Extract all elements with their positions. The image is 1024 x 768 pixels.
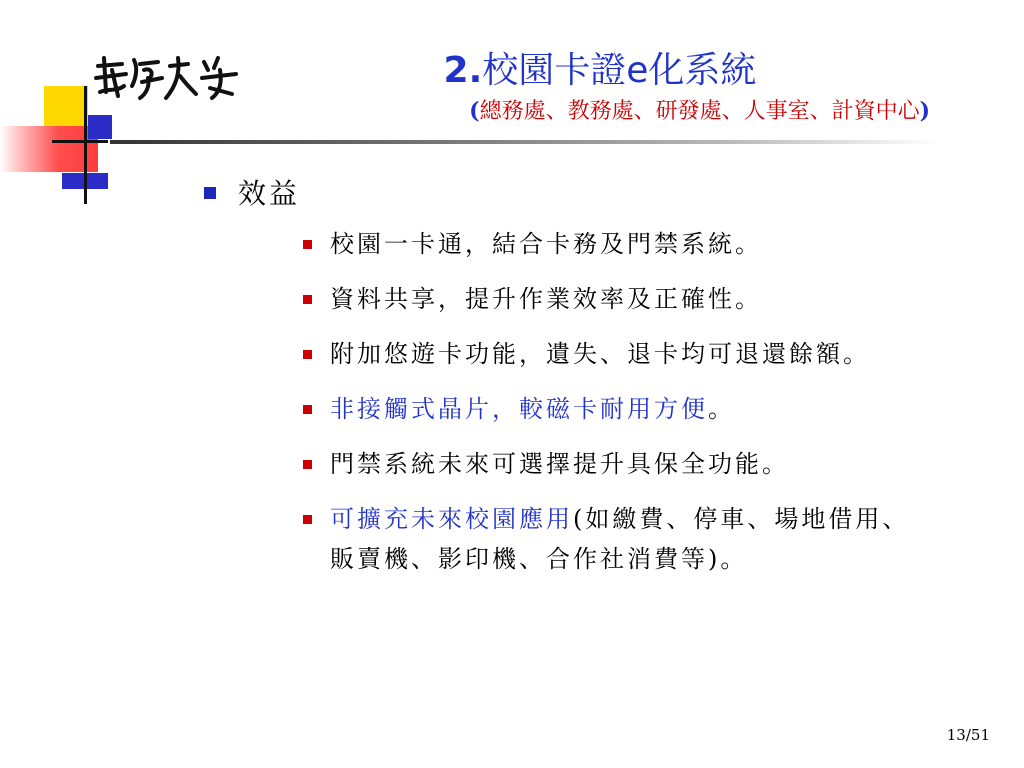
red-square-bullet-icon — [303, 460, 312, 469]
decor-horizontal-line — [52, 140, 108, 143]
benefits-list — [303, 224, 923, 594]
list-item — [303, 389, 923, 429]
slide-title — [300, 42, 900, 93]
subtitle-close-paren: ) — [919, 98, 930, 124]
red-square-bullet-icon — [303, 350, 312, 359]
red-square-bullet-icon — [303, 515, 312, 524]
subtitle-open-paren: ( — [469, 98, 480, 124]
red-square-bullet-icon — [303, 240, 312, 249]
list-item — [303, 334, 923, 374]
list-item-text: 資料共享，提升作業效率及正確性。 — [330, 285, 762, 313]
decor-blue-block-top — [88, 115, 112, 139]
list-item-text: 門禁系統未來可選擇提升具保全功能。 — [330, 450, 789, 478]
list-item-highlight: 非接觸式晶片，較磁卡耐用方便 — [330, 395, 708, 423]
page-number: 13/51 — [946, 726, 990, 744]
ntu-logo-icon — [92, 48, 242, 104]
title-divider — [110, 140, 940, 144]
list-item — [303, 224, 923, 264]
list-item — [303, 499, 923, 579]
subtitle-text: 總務處、教務處、研發處、人事室、計資中心 — [479, 99, 920, 124]
benefits-heading-text: 效益 — [238, 177, 301, 210]
list-item — [303, 444, 923, 484]
list-item-highlight: 可擴充未來校園應用 — [330, 505, 573, 533]
list-item-text: 。 — [708, 395, 735, 423]
red-square-bullet-icon — [303, 295, 312, 304]
title-number: 2. — [443, 50, 483, 91]
red-square-bullet-icon — [303, 405, 312, 414]
benefits-heading — [204, 172, 300, 212]
blue-square-bullet-icon — [204, 187, 216, 199]
title-text: 校園卡證e化系統 — [482, 50, 757, 91]
list-item-text: 附加悠遊卡功能，遺失、退卡均可退還餘額。 — [330, 340, 870, 368]
list-item-text: (如繳費、停車、場地借用、販賣機、影印機、合作社消費等)。 — [330, 505, 910, 573]
list-item — [303, 279, 923, 319]
slide-subtitle — [330, 94, 930, 125]
list-item-text: 校園一卡通，結合卡務及門禁系統。 — [330, 230, 762, 258]
decor-vertical-line — [84, 86, 87, 204]
